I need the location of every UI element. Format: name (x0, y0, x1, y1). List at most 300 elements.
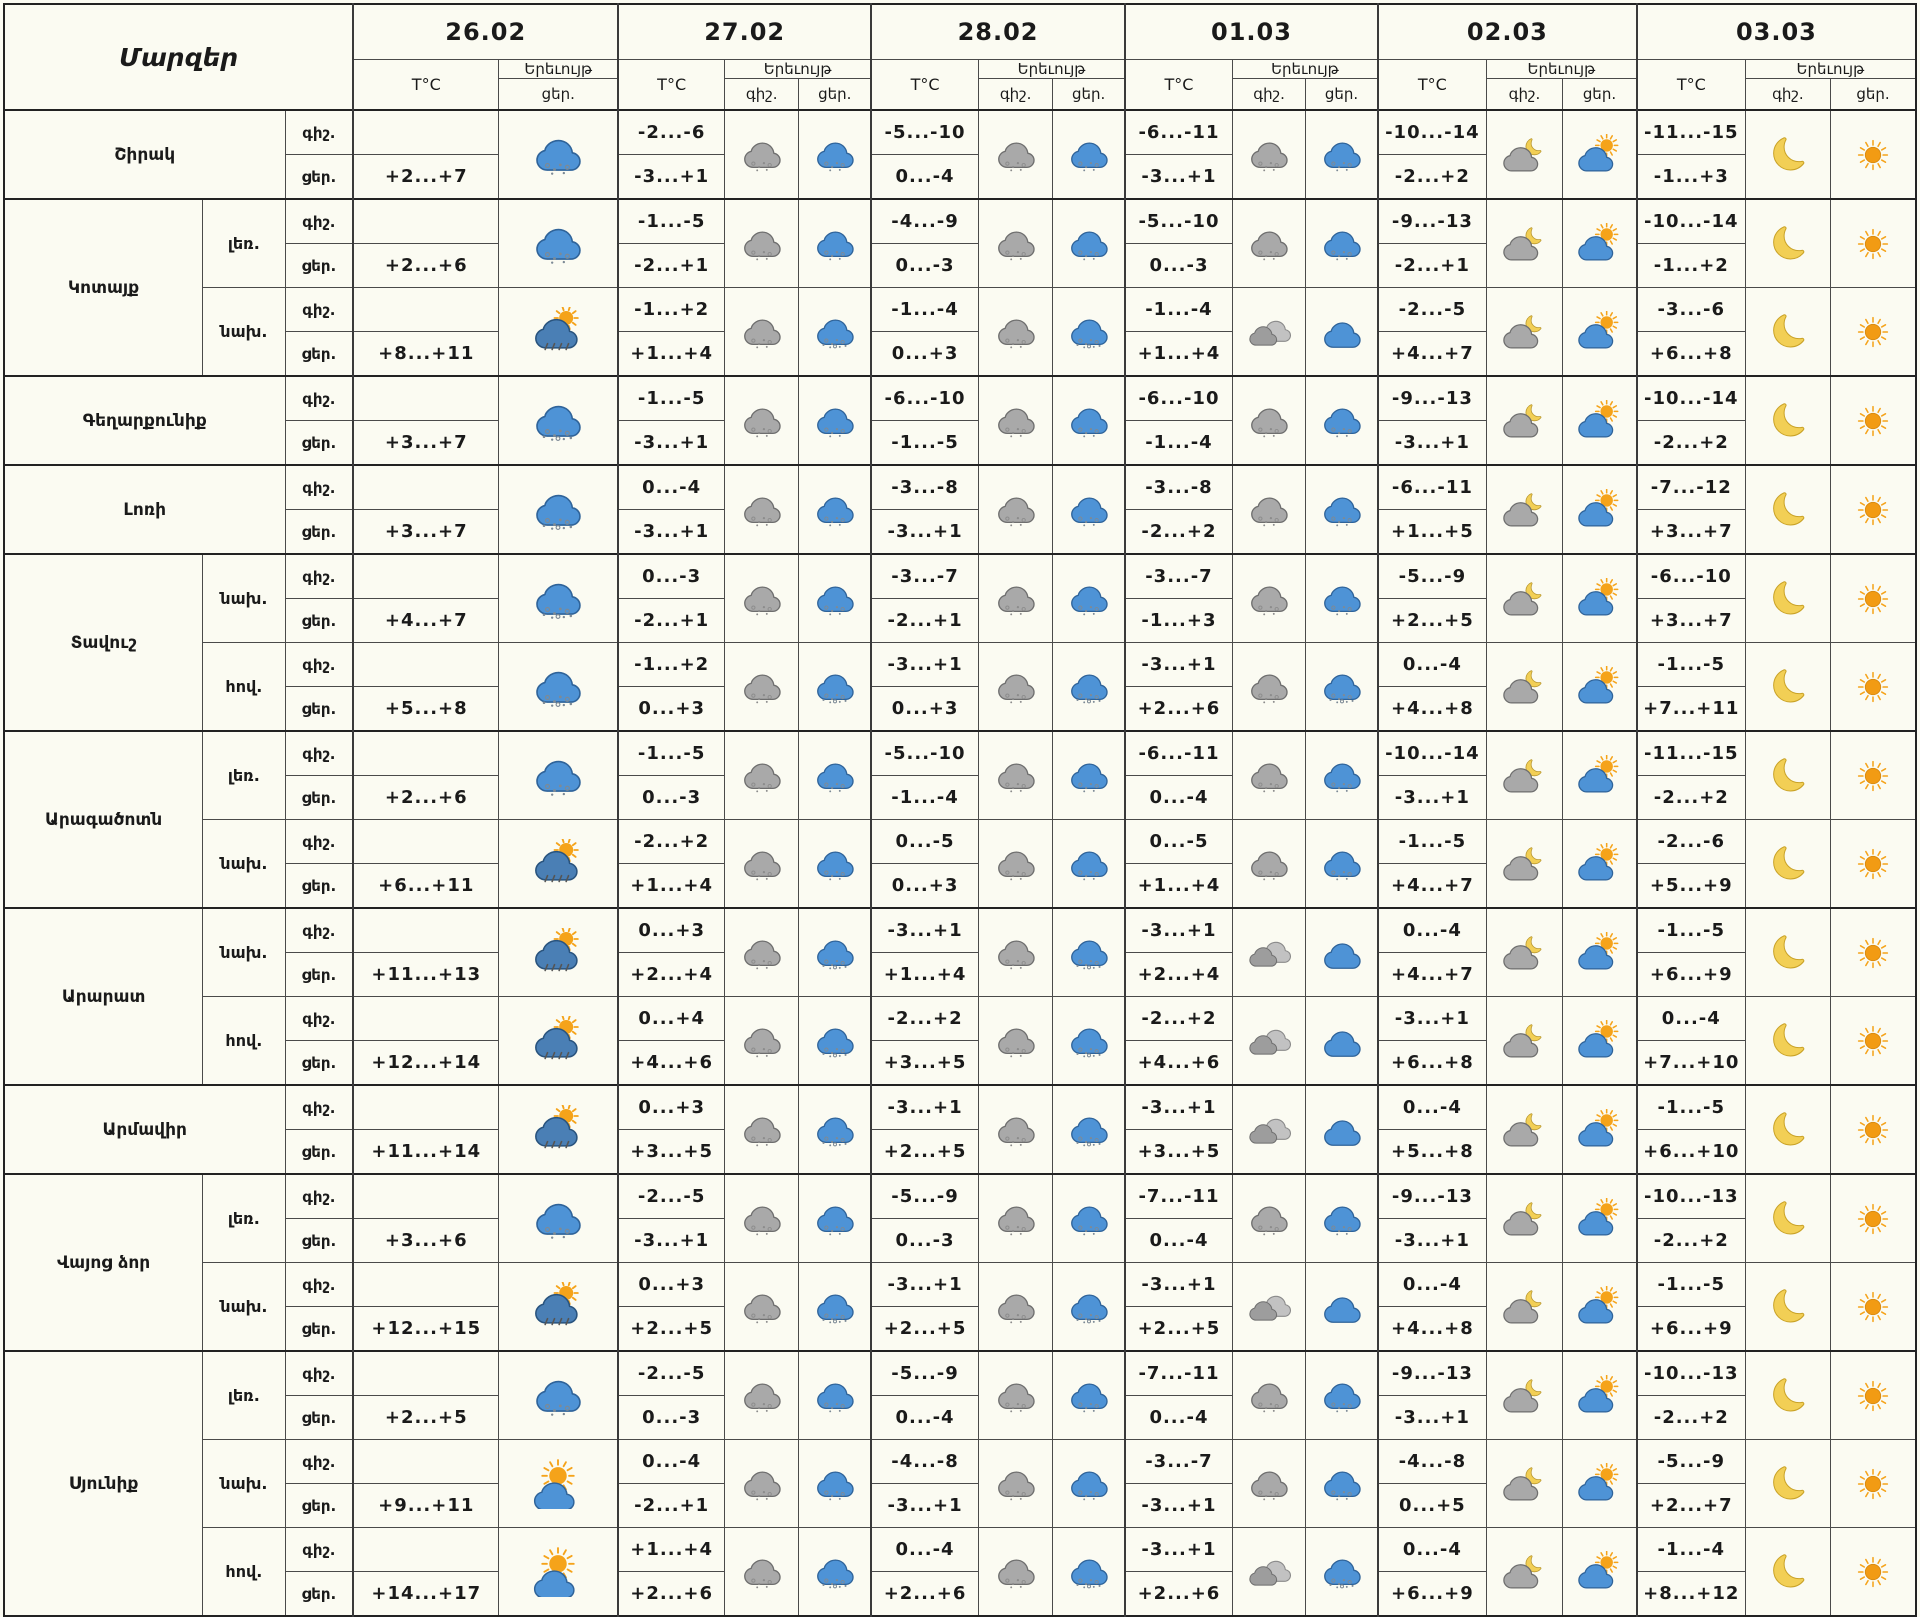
temp-value-day: +4...+7 (1378, 864, 1486, 909)
temp-value-night: -1...-5 (1637, 643, 1745, 687)
cloud-moon-icon (1487, 223, 1562, 265)
cloud-sun-rain-icon (499, 928, 617, 978)
phenomenon-day-cell (1831, 1085, 1916, 1174)
phenomenon-night-cell (979, 1528, 1053, 1617)
phenomenon-night-cell (1486, 110, 1562, 199)
temp-value-night (353, 1174, 499, 1219)
cloud-snow-blue-icon (799, 400, 870, 442)
temp-value-night: -3...+1 (871, 1263, 978, 1307)
regions-column-header: Մարզեր (4, 4, 353, 110)
phenomenon-night-cell (1232, 1440, 1305, 1528)
phenomenon-day-cell (1306, 820, 1378, 909)
phenomenon-day-cell (499, 554, 618, 643)
temp-value-day: -1...-5 (871, 421, 978, 466)
temp-value-day: -2...+2 (1125, 510, 1232, 555)
moon-icon (1746, 223, 1830, 265)
region-name: Լոռի (4, 465, 285, 554)
temp-value-day: +7...+11 (1637, 687, 1745, 732)
phenomenon-night-cell (1232, 376, 1305, 465)
sun-icon (1831, 843, 1915, 885)
day-row-label: ցեր. (285, 687, 353, 732)
cloud-sun-icon (1563, 1286, 1636, 1328)
temp-value-day: -3...+1 (618, 1219, 724, 1263)
phenomenon-night-cell (979, 376, 1053, 465)
cloud-snow-gray-icon (725, 1551, 798, 1593)
temp-value-night: -6...-11 (1125, 731, 1232, 776)
phenomenon-night-cell (1745, 1528, 1830, 1617)
phenomenon-night-cell (1232, 997, 1305, 1086)
temp-value-day: +6...+9 (1378, 1572, 1486, 1617)
temp-value-day: 0...-3 (618, 1396, 724, 1440)
cloud-sun-icon (1563, 400, 1636, 442)
phenomenon-column-header: Երեւույթ (1486, 60, 1637, 79)
temp-value-night: 0...+3 (618, 1085, 724, 1130)
temp-value-night: -7...-11 (1125, 1351, 1232, 1396)
moon-icon (1746, 311, 1830, 353)
temp-value-day: +4...+7 (1378, 953, 1486, 997)
phenomenon-day-cell (1306, 1351, 1378, 1440)
phenomenon-day-cell (499, 1174, 618, 1263)
temp-value-night: 0...-4 (618, 465, 724, 510)
temp-value-night: -3...+1 (1125, 1263, 1232, 1307)
phenomenon-day-cell (1563, 731, 1637, 820)
phenomenon-day-cell (499, 465, 618, 554)
temp-value-day: +14...+17 (353, 1572, 499, 1617)
cloud-sun-icon (1563, 1375, 1636, 1417)
temp-value-day: +1...+4 (618, 332, 724, 377)
temp-value-day: -1...+3 (1125, 599, 1232, 643)
sun-icon (1831, 489, 1915, 531)
night-row-label: գիշ. (285, 731, 353, 776)
cloud-snow-gray-icon (1233, 843, 1305, 885)
phenomenon-night-cell (979, 908, 1053, 997)
temp-column-header: T°C (618, 60, 724, 111)
cloud-snow-gray-icon (725, 1020, 798, 1062)
table-header (4, 4, 1916, 110)
temp-value-day: +3...+7 (353, 510, 499, 555)
phenomenon-night-cell (1745, 1440, 1830, 1528)
cloud-snow-gray-icon (979, 666, 1052, 708)
temp-value-day: +6...+10 (1637, 1130, 1745, 1175)
temp-value-night: -5...-9 (1637, 1440, 1745, 1484)
temp-value-night (353, 997, 499, 1041)
temp-value-day: -2...+1 (618, 1484, 724, 1528)
cloud-snow-blue-icon (1306, 578, 1377, 620)
temp-value-night: -2...-6 (1637, 820, 1745, 864)
moon-icon (1746, 489, 1830, 531)
phenomenon-night-cell (1486, 908, 1562, 997)
sun-icon (1831, 1551, 1915, 1593)
night-row-label: գիշ. (285, 643, 353, 687)
phenomenon-day-cell (1563, 1263, 1637, 1352)
temp-value-night: 0...-4 (1378, 1528, 1486, 1572)
night-row-label: գիշ. (285, 1085, 353, 1130)
phenomenon-day-cell (1053, 376, 1125, 465)
moon-icon (1746, 666, 1830, 708)
temp-value-night: -1...-5 (618, 199, 724, 244)
temp-value-night: 0...-4 (1637, 997, 1745, 1041)
temp-value-day: +6...+8 (1637, 332, 1745, 377)
cloud-snowrain-blue-icon (799, 1020, 870, 1062)
temp-value-night: -1...-5 (1637, 908, 1745, 953)
cloud-snowrain-blue-icon (499, 485, 617, 535)
day-row-label: ցեր. (285, 510, 353, 555)
cloud-snow-blue-icon (799, 843, 870, 885)
cloud-moon-icon (1487, 578, 1562, 620)
temp-value-night: -2...+2 (1125, 997, 1232, 1041)
cloud-snow-gray-icon (1233, 755, 1305, 797)
phenomenon-night-cell (725, 110, 799, 199)
cloud-snow-gray-icon (725, 843, 798, 885)
weather-forecast-table (3, 3, 1917, 1617)
moon-icon (1746, 134, 1830, 176)
phenomenon-day-cell (1306, 997, 1378, 1086)
day-subheader: ցեր. (499, 79, 618, 111)
day-row-label: ցեր. (285, 1484, 353, 1528)
cloud-snow-gray-icon (979, 1463, 1052, 1505)
temp-value-day: 0...-4 (1125, 1219, 1232, 1263)
phenomenon-night-cell (1232, 465, 1305, 554)
cloud-snow-blue-icon (1306, 1198, 1377, 1240)
temp-value-day: +1...+5 (1378, 510, 1486, 555)
phenomenon-day-cell (799, 1263, 871, 1352)
sun-icon (1831, 932, 1915, 974)
night-row-label: գիշ. (285, 288, 353, 332)
moon-icon (1746, 1020, 1830, 1062)
phenomenon-day-cell (1053, 908, 1125, 997)
day-row-label: ցեր. (285, 155, 353, 200)
phenomenon-day-cell (1831, 1440, 1916, 1528)
cloud-snow-gray-icon (979, 400, 1052, 442)
cloud-snow-blue-icon (499, 130, 617, 180)
night-row-label: գիշ. (285, 1263, 353, 1307)
cloud-snow-gray-icon (979, 1286, 1052, 1328)
cloud-snow-gray-icon (1233, 223, 1305, 265)
cloud-moon-icon (1487, 1198, 1562, 1240)
phenomenon-night-cell (1486, 554, 1562, 643)
cloud-snowrain-blue-icon (1053, 311, 1124, 353)
temp-value-day: +3...+5 (618, 1130, 724, 1175)
phenomenon-day-cell (499, 110, 618, 199)
cloud-snow-gray-icon (1233, 1463, 1305, 1505)
cloud-snow-blue-icon (1053, 1375, 1124, 1417)
temp-value-night: -7...-11 (1125, 1174, 1232, 1219)
temp-value-night: -3...+1 (1125, 1528, 1232, 1572)
temp-value-night: -3...-8 (1125, 465, 1232, 510)
sun-icon (1831, 1375, 1915, 1417)
subregion-name: նախ. (203, 554, 285, 643)
temp-value-day: +2...+7 (1637, 1484, 1745, 1528)
phenomenon-night-cell (1486, 465, 1562, 554)
temp-value-day: -3...+1 (1125, 1484, 1232, 1528)
phenomenon-night-cell (725, 1528, 799, 1617)
temp-value-day: +2...+7 (353, 155, 499, 200)
region-name: Արմավիր (4, 1085, 285, 1174)
night-subheader: գիշ. (1745, 79, 1830, 111)
temp-value-day: -1...-4 (1125, 421, 1232, 466)
temp-value-night: -10...-14 (1378, 110, 1486, 155)
cloud-snowrain-blue-icon (1053, 1020, 1124, 1062)
temp-value-day: +2...+6 (618, 1572, 724, 1617)
cloud-sun-icon (1563, 666, 1636, 708)
temp-value-night: -10...-14 (1637, 376, 1745, 421)
day-subheader: ցեր. (1306, 79, 1378, 111)
phenomenon-night-cell (1232, 1351, 1305, 1440)
phenomenon-day-cell (499, 908, 618, 997)
temp-value-day: -2...+1 (618, 244, 724, 288)
phenomenon-night-cell (725, 554, 799, 643)
sun-icon (1831, 400, 1915, 442)
night-row-label: գիշ. (285, 1174, 353, 1219)
phenomenon-day-cell (799, 199, 871, 288)
phenomenon-day-cell (1831, 554, 1916, 643)
phenomenon-day-cell (1831, 376, 1916, 465)
phenomenon-day-cell (1831, 288, 1916, 377)
cloud-snowrain-blue-icon (799, 1109, 870, 1151)
night-subheader: գիշ. (725, 79, 799, 111)
temp-value-day: +7...+10 (1637, 1041, 1745, 1086)
temp-value-night: 0...-4 (618, 1440, 724, 1484)
cloud-snow-gray-icon (725, 400, 798, 442)
day-row-label: ցեր. (285, 864, 353, 909)
phenomenon-day-cell (799, 110, 871, 199)
phenomenon-night-cell (725, 1440, 799, 1528)
temp-value-day: +2...+5 (353, 1396, 499, 1440)
cloud-snow-gray-icon (725, 311, 798, 353)
day-subheader: ցեր. (1053, 79, 1125, 111)
cloud-snow-gray-icon (1233, 400, 1305, 442)
cloud-snow-gray-icon (1233, 1375, 1305, 1417)
subregion-name: նախ. (203, 1263, 285, 1352)
day-subheader: ցեր. (799, 79, 871, 111)
cloud-snow-blue-icon (1306, 1375, 1377, 1417)
cloud-snow-gray-icon (725, 1463, 798, 1505)
phenomenon-day-cell (1306, 1174, 1378, 1263)
temp-value-day: +5...+8 (1378, 1130, 1486, 1175)
phenomenon-day-cell (1563, 110, 1637, 199)
temp-value-day: -3...+1 (618, 510, 724, 555)
day-row-label: ցեր. (285, 1396, 353, 1440)
temp-value-night (353, 110, 499, 155)
night-row-label: գիշ. (285, 1440, 353, 1484)
cloud-moon-icon (1487, 932, 1562, 974)
cloud-snow-gray-icon (725, 1286, 798, 1328)
day-row-label: ցեր. (285, 421, 353, 466)
phenomenon-night-cell (725, 1351, 799, 1440)
date-header: 28.02 (871, 4, 1125, 60)
cloud-snow-gray-icon (979, 1020, 1052, 1062)
temp-value-day: +9...+11 (353, 1484, 499, 1528)
phenomenon-day-cell (799, 908, 871, 997)
cloud-sun-icon (1563, 1551, 1636, 1593)
cloud-sun-icon (1563, 134, 1636, 176)
phenomenon-day-cell (1563, 997, 1637, 1086)
temp-value-day: 0...-4 (1125, 1396, 1232, 1440)
phenomenon-night-cell (979, 199, 1053, 288)
phenomenon-day-cell (1563, 199, 1637, 288)
region-name: Արագածոտն (4, 731, 203, 908)
temp-value-night (353, 288, 499, 332)
phenomenon-night-cell (979, 1174, 1053, 1263)
cloud-snow-blue-icon (799, 578, 870, 620)
temp-value-night: -4...-8 (1378, 1440, 1486, 1484)
cloud-snow-blue-icon (1053, 489, 1124, 531)
phenomenon-night-cell (1486, 199, 1562, 288)
subregion-name: հով. (203, 1528, 285, 1617)
temp-value-night: -3...-7 (871, 554, 978, 599)
cloud-snow-blue-icon (1053, 755, 1124, 797)
cloud-sun-icon (1563, 843, 1636, 885)
phenomenon-column-header: Երեւույթ (979, 60, 1126, 79)
cloud-snowrain-blue-icon (1053, 666, 1124, 708)
phenomenon-day-cell (1563, 465, 1637, 554)
cloud-snowrain-blue-icon (799, 932, 870, 974)
cloud-snow-gray-icon (979, 1109, 1052, 1151)
phenomenon-day-cell (1831, 1528, 1916, 1617)
cloud-snowrain-blue-icon (799, 311, 870, 353)
temp-value-night (353, 1351, 499, 1396)
temp-value-night: -10...-14 (1637, 199, 1745, 244)
phenomenon-night-cell (1745, 908, 1830, 997)
cloud-snowrain-blue-icon (1306, 666, 1377, 708)
temp-value-day: -2...+1 (1378, 244, 1486, 288)
temp-value-day: +3...+5 (871, 1041, 978, 1086)
cloud-moon-icon (1487, 843, 1562, 885)
cloud-sun-icon (1563, 1020, 1636, 1062)
cloud-snow-gray-icon (1233, 489, 1305, 531)
temp-column-header: T°C (871, 60, 978, 111)
phenomenon-night-cell (979, 1263, 1053, 1352)
phenomenon-night-cell (1486, 1440, 1562, 1528)
phenomenon-day-cell (1831, 820, 1916, 909)
phenomenon-day-cell (499, 1085, 618, 1174)
cloud-moon-icon (1487, 666, 1562, 708)
phenomenon-night-cell (1745, 554, 1830, 643)
phenomenon-day-cell (1563, 1085, 1637, 1174)
night-row-label: գիշ. (285, 465, 353, 510)
cloud-snow-gray-icon (725, 489, 798, 531)
phenomenon-day-cell (1053, 1085, 1125, 1174)
temp-value-night: -11...-15 (1637, 731, 1745, 776)
clouds-gray-icon (1233, 311, 1305, 353)
cloud-snow-blue-icon (1306, 843, 1377, 885)
temp-value-night: 0...+3 (618, 908, 724, 953)
night-subheader: գիշ. (1232, 79, 1305, 111)
phenomenon-day-cell (1306, 1440, 1378, 1528)
cloud-blue-icon (1306, 1286, 1377, 1328)
temp-value-day: +3...+6 (353, 1219, 499, 1263)
temp-value-day: -2...+2 (1637, 776, 1745, 820)
cloud-snow-blue-icon (499, 1194, 617, 1244)
temp-value-day: +2...+5 (618, 1307, 724, 1352)
temp-value-night: -9...-13 (1378, 199, 1486, 244)
region-name: Վայոց ձոր (4, 1174, 203, 1351)
cloud-snow-gray-icon (979, 311, 1052, 353)
temp-value-night: -5...-10 (871, 731, 978, 776)
temp-value-night: -2...-5 (1378, 288, 1486, 332)
temp-value-night: -2...+2 (618, 820, 724, 864)
phenomenon-night-cell (1486, 1351, 1562, 1440)
moon-icon (1746, 755, 1830, 797)
subregion-name: լեռ. (203, 731, 285, 820)
temp-value-day: -3...+1 (1378, 1396, 1486, 1440)
temp-column-header: T°C (1125, 60, 1232, 111)
region-name: Սյունիք (4, 1351, 203, 1616)
subregion-name: նախ. (203, 820, 285, 909)
phenomenon-day-cell (1053, 199, 1125, 288)
temp-value-night: -6...-11 (1125, 110, 1232, 155)
night-row-label: գիշ. (285, 110, 353, 155)
phenomenon-night-cell (979, 731, 1053, 820)
temp-value-night: -1...-5 (1378, 820, 1486, 864)
cloud-moon-icon (1487, 311, 1562, 353)
temp-value-night: -2...-5 (618, 1174, 724, 1219)
temp-value-day: +3...+5 (1125, 1130, 1232, 1175)
temp-value-night: -10...-13 (1637, 1174, 1745, 1219)
temp-value-night: -3...-6 (1637, 288, 1745, 332)
phenomenon-day-cell (499, 1528, 618, 1617)
phenomenon-night-cell (1486, 288, 1562, 377)
temp-value-night (353, 376, 499, 421)
phenomenon-night-cell (1486, 376, 1562, 465)
moon-icon (1746, 1375, 1830, 1417)
day-row-label: ցեր. (285, 1130, 353, 1175)
temp-value-day: +1...+4 (618, 864, 724, 909)
region-name: Շիրակ (4, 110, 285, 199)
cloud-sun-rain-icon (499, 1105, 617, 1155)
temp-value-day: -1...-4 (871, 776, 978, 820)
temp-value-night: -1...-4 (1125, 288, 1232, 332)
phenomenon-night-cell (1486, 1263, 1562, 1352)
phenomenon-night-cell (725, 1085, 799, 1174)
cloud-snowrain-blue-icon (499, 662, 617, 712)
cloud-sun-icon (1563, 223, 1636, 265)
phenomenon-night-cell (1232, 110, 1305, 199)
phenomenon-night-cell (979, 1351, 1053, 1440)
phenomenon-night-cell (1745, 1085, 1830, 1174)
phenomenon-day-cell (1053, 110, 1125, 199)
phenomenon-night-cell (725, 643, 799, 732)
temp-value-day: -3...+1 (1125, 155, 1232, 200)
moon-icon (1746, 578, 1830, 620)
cloud-snow-gray-icon (979, 578, 1052, 620)
temp-value-night: +1...+4 (618, 1528, 724, 1572)
cloud-snow-blue-icon (1306, 1463, 1377, 1505)
cloud-snow-blue-icon (1306, 400, 1377, 442)
phenomenon-day-cell (1563, 820, 1637, 909)
cloud-moon-icon (1487, 1375, 1562, 1417)
phenomenon-night-cell (1745, 288, 1830, 377)
temp-value-night: -1...+2 (618, 288, 724, 332)
phenomenon-day-cell (1831, 908, 1916, 997)
cloud-snow-blue-icon (1053, 134, 1124, 176)
cloud-snow-gray-icon (1233, 578, 1305, 620)
temp-value-day: +8...+11 (353, 332, 499, 377)
cloud-blue-icon (1306, 311, 1377, 353)
sun-cloud-icon (499, 1547, 617, 1597)
night-row-label: գիշ. (285, 199, 353, 244)
sun-cloud-icon (499, 1459, 617, 1509)
temp-value-night (353, 908, 499, 953)
phenomenon-day-cell (1306, 908, 1378, 997)
cloud-sun-icon (1563, 578, 1636, 620)
cloud-snow-gray-icon (725, 1109, 798, 1151)
day-row-label: ցեր. (285, 1307, 353, 1352)
date-header: 03.03 (1637, 4, 1916, 60)
subregion-name: լեռ. (203, 1351, 285, 1440)
cloud-moon-icon (1487, 1463, 1562, 1505)
temp-value-night (353, 643, 499, 687)
